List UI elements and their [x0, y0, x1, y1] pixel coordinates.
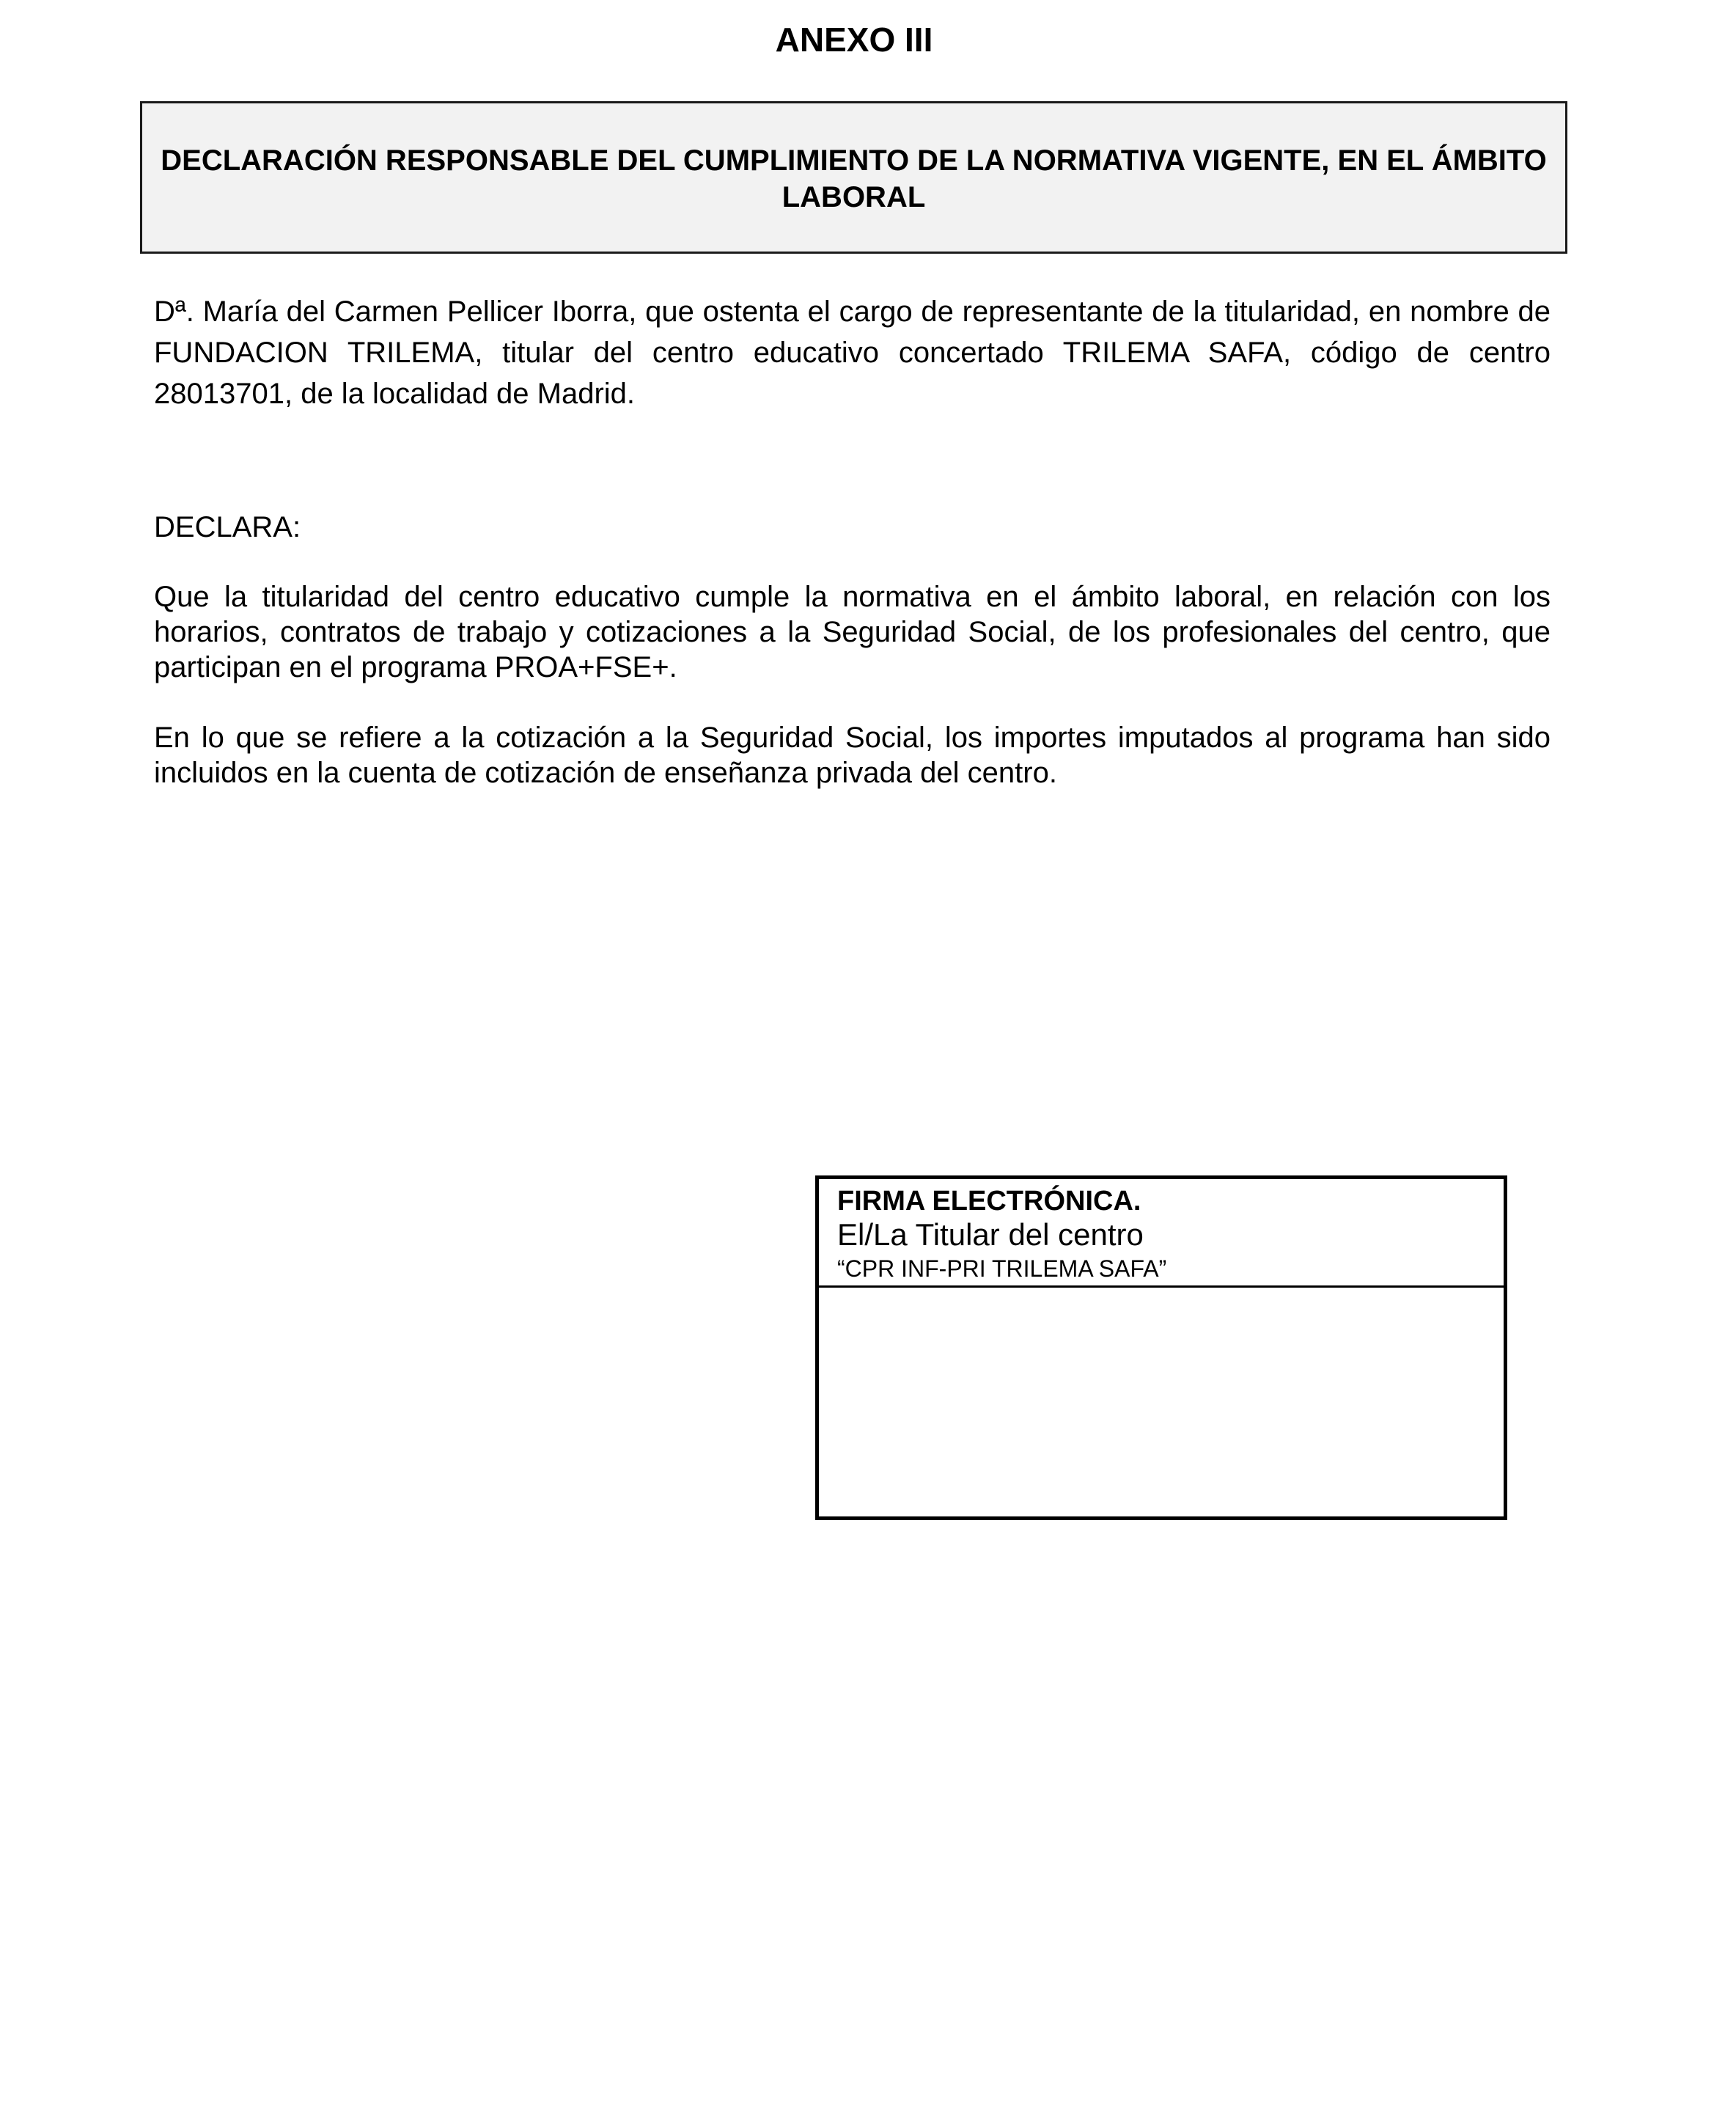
signature-label: FIRMA ELECTRÓNICA. — [837, 1186, 1141, 1217]
signature-box — [815, 1175, 1507, 1520]
signature-header — [819, 1179, 1504, 1288]
signature-center-name: “CPR INF-PRI TRILEMA SAFA” — [837, 1255, 1167, 1282]
annex-title: ANEXO III — [775, 21, 933, 59]
document-heading: DECLARACIÓN RESPONSABLE DEL CUMPLIMIENTO DE LA NORMATIVA VIGENTE, EN EL ÁMBITO LABORAL — [161, 144, 1547, 213]
declara-label: DECLARA: — [154, 511, 301, 543]
heading-box — [140, 101, 1567, 254]
signature-area[interactable] — [819, 1288, 1504, 1516]
signature-role: El/La Titular del centro — [837, 1217, 1144, 1252]
declaration-paragraph-1: Que la titularidad del centro educativo cumple la normativa en el ámbito laboral, en relación con los horarios, contratos de trabajo y cotizaciones a la Seguridad Social, de los profesionales del centro, que participan en el programa PROA+FSE+. — [154, 581, 1551, 683]
intro-paragraph: Dª. María del Carmen Pellicer Iborra, que ostenta el cargo de representante de la titularidad, en nombre de FUNDACION TRILEMA, titular del centro educativo concertado TRILEMA SAFA, código de centro 28013701, de la localidad de Madrid. — [154, 296, 1551, 410]
declaration-paragraph-2: En lo que se refiere a la cotización a la Seguridad Social, los importes imputados al programa han sido incluidos en la cuenta de cotización de enseñanza privada del centro. — [154, 722, 1551, 789]
